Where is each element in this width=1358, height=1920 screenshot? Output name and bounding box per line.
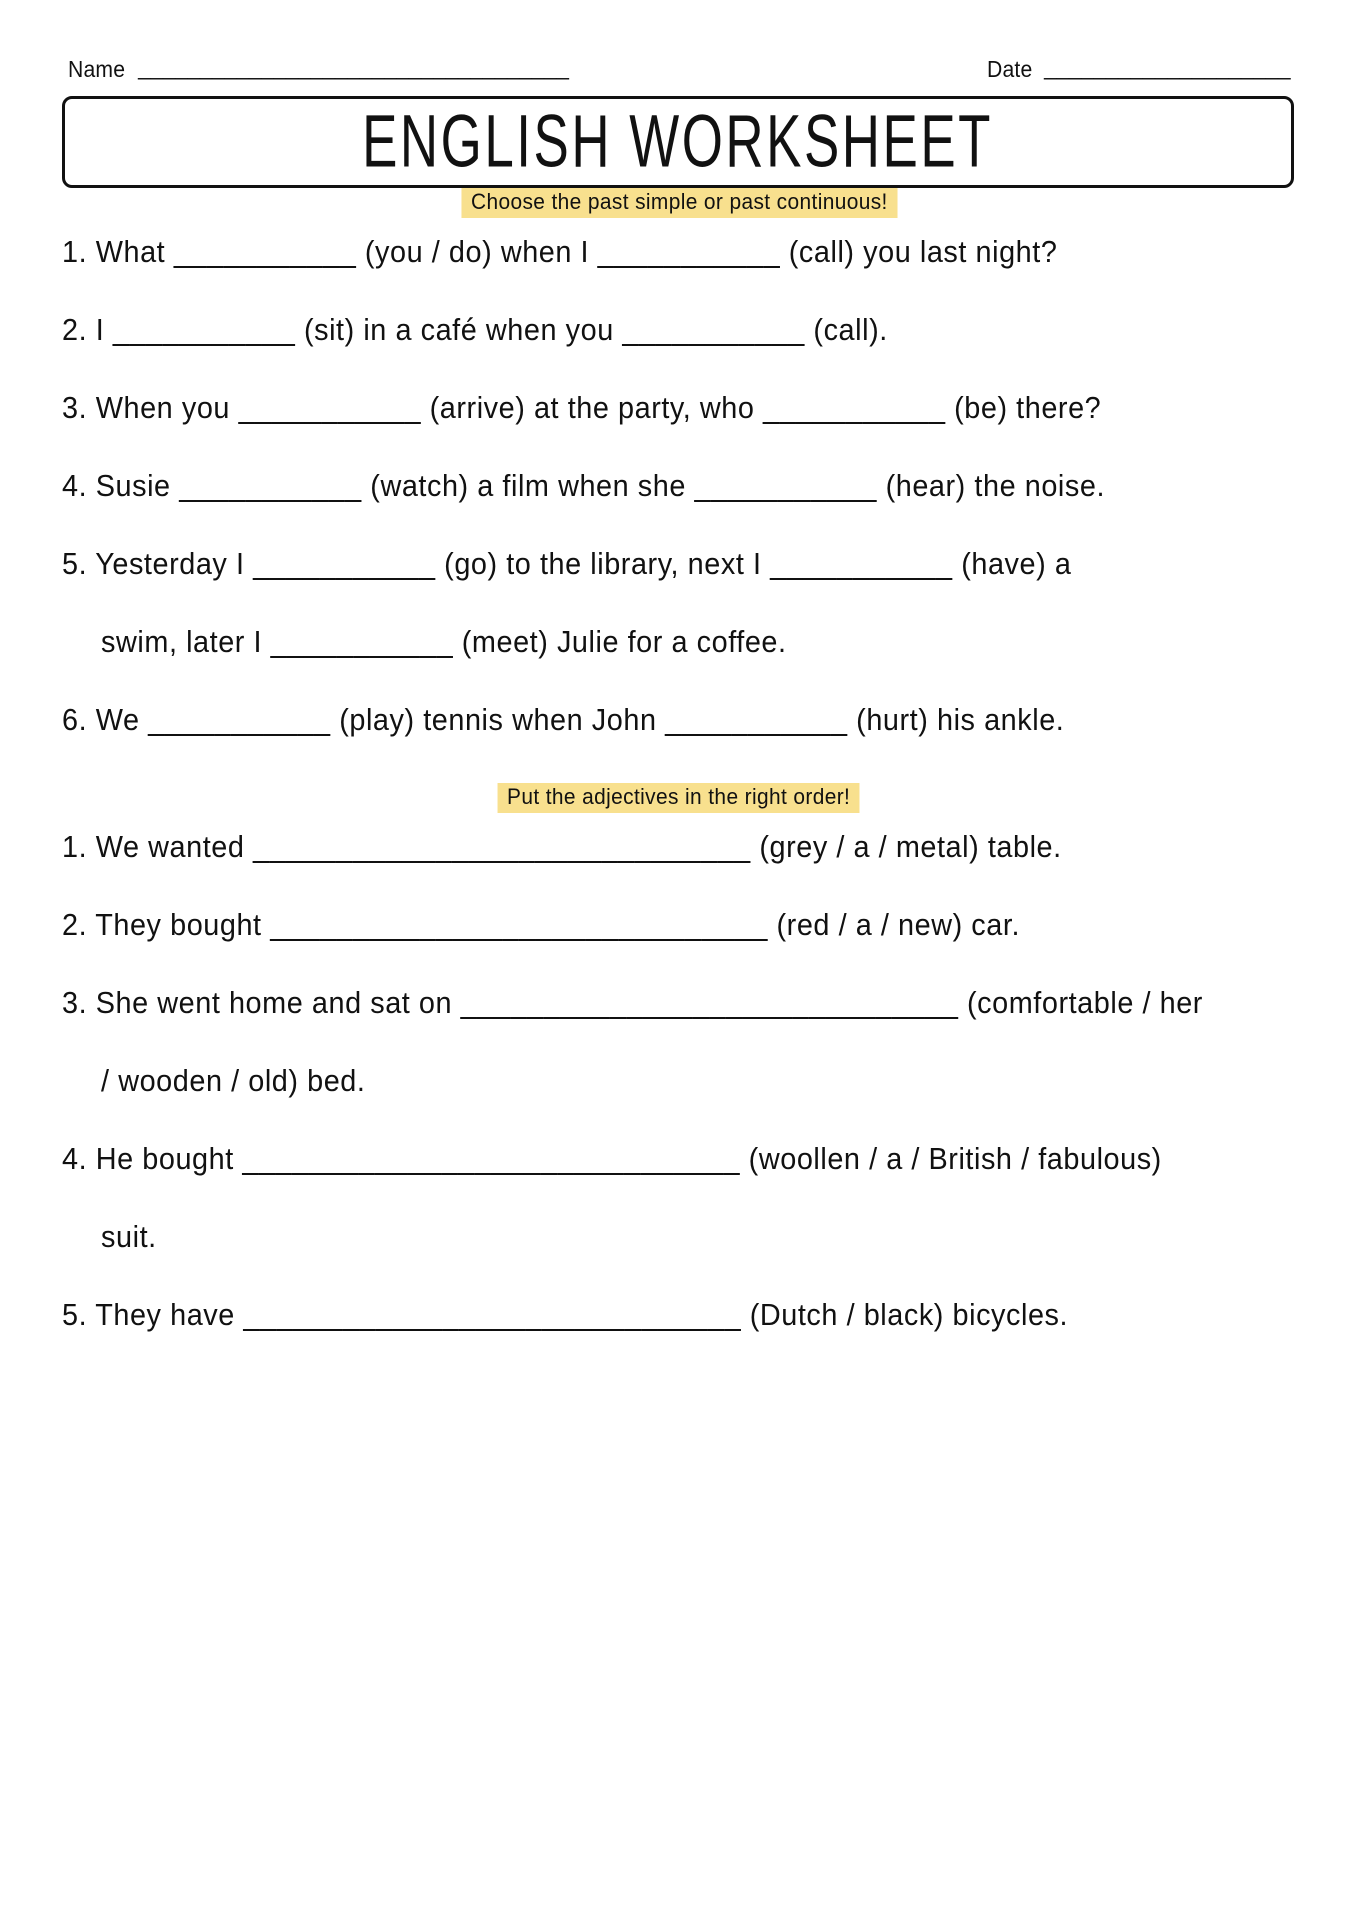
section-adjective-order [0,783,1358,1330]
question-item [0,470,1358,501]
question-list-section-1 [0,236,1358,735]
page-title: ENGLISH WORKSHEET [362,100,994,183]
date-field[interactable] [987,56,1290,83]
question-item [0,909,1358,940]
section-instruction-text: Choose the past simple or past continuous! [461,188,897,218]
date-write-line[interactable]: ____________________ [1044,54,1290,80]
question-line: 5. They have ______________________________ (Dutch / black) bicycles. [62,1297,1069,1332]
section-instruction-heading [0,783,1358,813]
question-line: 3. When you ___________ (arrive) at the party, who ___________ (be) there? [62,390,1102,425]
section-past-simple-continuous [0,188,1358,735]
question-line: 4. Susie ___________ (watch) a film when she ___________ (hear) the noise. [62,468,1106,503]
section-instruction-heading [0,188,1358,218]
question-line: 2. I ___________ (sit) in a café when you ___________ (call). [62,312,888,347]
question-line-continued: / wooden / old) bed. [101,1063,366,1098]
question-item [0,236,1358,267]
question-line: 2. They bought ______________________________ (red / a / new) car. [62,907,1021,942]
question-line: 3. She went home and sat on ______________________________ (comfortable / her [62,985,1203,1020]
name-write-line[interactable]: ___________________________________ [138,54,569,80]
title-box [62,96,1294,188]
name-field[interactable] [68,56,568,83]
question-item [0,831,1358,862]
question-line: 5. Yesterday I ___________ (go) to the library, next I ___________ (have) a [62,546,1072,581]
question-item [0,1299,1358,1330]
question-item [0,392,1358,423]
question-line: 1. What ___________ (you / do) when I ___________ (call) you last night? [62,234,1058,269]
question-line: 6. We ___________ (play) tennis when John ___________ (hurt) his ankle. [62,702,1065,737]
student-meta-row [68,56,1290,90]
question-item [0,1143,1358,1252]
question-line: 1. We wanted ______________________________ (grey / a / metal) table. [62,829,1062,864]
section-instruction-text: Put the adjectives in the right order! [498,783,860,813]
worksheet-content [0,188,1358,1377]
question-line: 4. He bought ______________________________ (woollen / a / British / fabulous) [62,1141,1162,1176]
question-item [0,548,1358,657]
name-label: Name [68,56,126,82]
question-item [0,314,1358,345]
question-list-section-2 [0,831,1358,1330]
question-line-continued: swim, later I ___________ (meet) Julie for a coffee. [101,624,787,659]
question-item [0,704,1358,735]
question-item [0,987,1358,1096]
question-line-continued: suit. [101,1219,157,1254]
date-label: Date [986,56,1033,82]
